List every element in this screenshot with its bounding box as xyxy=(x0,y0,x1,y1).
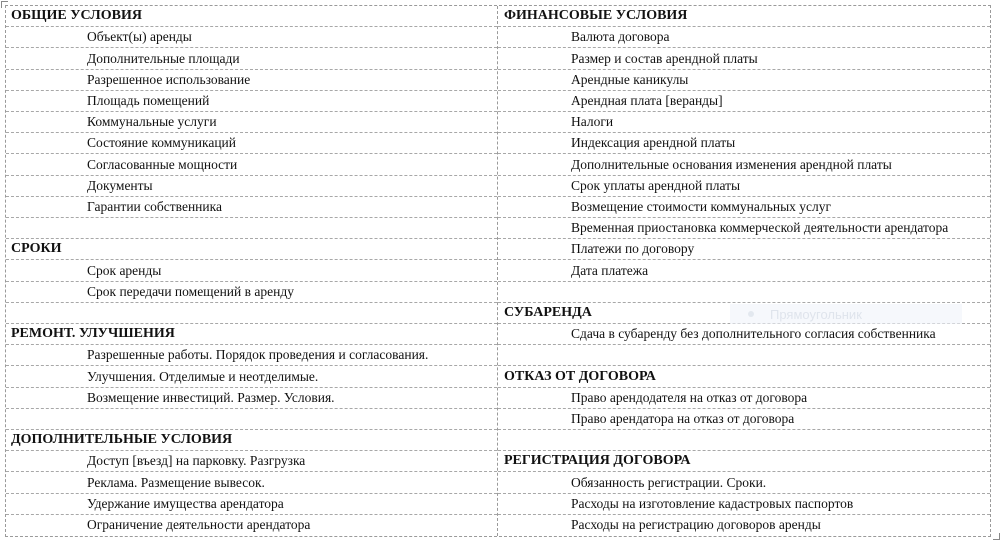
section-heading: ДОПОЛНИТЕЛЬНЫЕ УСЛОВИЯ xyxy=(6,430,497,451)
section-heading: СУБАРЕНДА xyxy=(498,303,990,324)
list-item: Возмещение инвестиций. Размер. Условия. xyxy=(6,388,497,409)
blank-row xyxy=(498,282,990,303)
list-item: Состояние коммуникаций xyxy=(6,133,497,154)
blank-row xyxy=(6,303,497,324)
list-item: Срок передачи помещений в аренду xyxy=(6,282,497,303)
list-item: Возмещение стоимости коммунальных услуг xyxy=(498,197,990,218)
list-item: Срок уплаты арендной платы xyxy=(498,176,990,197)
list-item: Удержание имущества арендатора xyxy=(6,494,497,515)
section-heading: РЕГИСТРАЦИЯ ДОГОВОРА xyxy=(498,451,990,472)
list-item: Документы xyxy=(6,176,497,197)
ghost-tooltip xyxy=(730,304,962,324)
list-item: Дополнительные основания изменения арендной платы xyxy=(498,154,990,175)
list-item: Платежи по договору xyxy=(498,239,990,260)
bullet-icon xyxy=(748,311,754,317)
list-item: Арендные каникулы xyxy=(498,70,990,91)
list-item: Коммунальные услуги xyxy=(6,112,497,133)
table-corner-handle-bottom-right[interactable] xyxy=(993,533,1000,540)
list-item: Дополнительные площади xyxy=(6,48,497,69)
list-item: Валюта договора xyxy=(498,27,990,48)
section-heading: ОБЩИЕ УСЛОВИЯ xyxy=(6,6,497,27)
list-item: Размер и состав арендной платы xyxy=(498,48,990,69)
section-heading: ОТКАЗ ОТ ДОГОВОРА xyxy=(498,366,990,387)
list-item: Разрешенное использование xyxy=(6,70,497,91)
list-item: Налоги xyxy=(498,112,990,133)
list-item: Гарантии собственника xyxy=(6,197,497,218)
contract-terms-table xyxy=(5,5,991,537)
list-item: Дата платежа xyxy=(498,260,990,281)
list-item: Площадь помещений xyxy=(6,91,497,112)
list-item: Разрешенные работы. Порядок проведения и согласования. xyxy=(6,345,497,366)
list-item: Расходы на регистрацию договоров аренды xyxy=(571,517,821,533)
list-item: Индексация арендной платы xyxy=(498,133,990,154)
list-item: Срок аренды xyxy=(6,260,497,281)
list-item: Реклама. Размещение вывесок. xyxy=(6,472,497,493)
list-item: Ограничение деятельности арендатора xyxy=(87,517,311,533)
list-item: Согласованные мощности xyxy=(6,154,497,175)
list-item: Сдача в субаренду без дополнительного согласия собственника xyxy=(498,324,990,345)
section-heading: СРОКИ xyxy=(6,239,497,260)
list-item: Объект(ы) аренды xyxy=(6,27,497,48)
list-item: Право арендодателя на отказ от договора xyxy=(498,388,990,409)
section-heading: РЕМОНТ. УЛУЧШЕНИЯ xyxy=(6,324,497,345)
section-heading: ФИНАНСОВЫЕ УСЛОВИЯ xyxy=(498,6,990,27)
list-item: Временная приостановка коммерческой деятельности арендатора xyxy=(498,218,990,239)
left-column xyxy=(6,6,498,536)
list-item: Право арендатора на отказ от договора xyxy=(498,409,990,430)
blank-row xyxy=(498,345,990,366)
list-item: Расходы на изготовление кадастровых паспортов xyxy=(498,494,990,515)
list-item: Обязанность регистрации. Сроки. xyxy=(498,472,990,493)
ghost-tooltip-label: Прямоугольник xyxy=(770,306,862,322)
table-corner-handle-top-left[interactable] xyxy=(1,1,8,8)
list-item: Улучшения. Отделимые и неотделимые. xyxy=(6,366,497,387)
blank-row xyxy=(498,430,990,451)
list-item: Доступ [въезд] на парковку. Разгрузка xyxy=(6,451,497,472)
blank-row xyxy=(6,409,497,430)
right-column xyxy=(498,6,990,536)
blank-row xyxy=(6,218,497,239)
list-item: Арендная плата [веранды] xyxy=(498,91,990,112)
